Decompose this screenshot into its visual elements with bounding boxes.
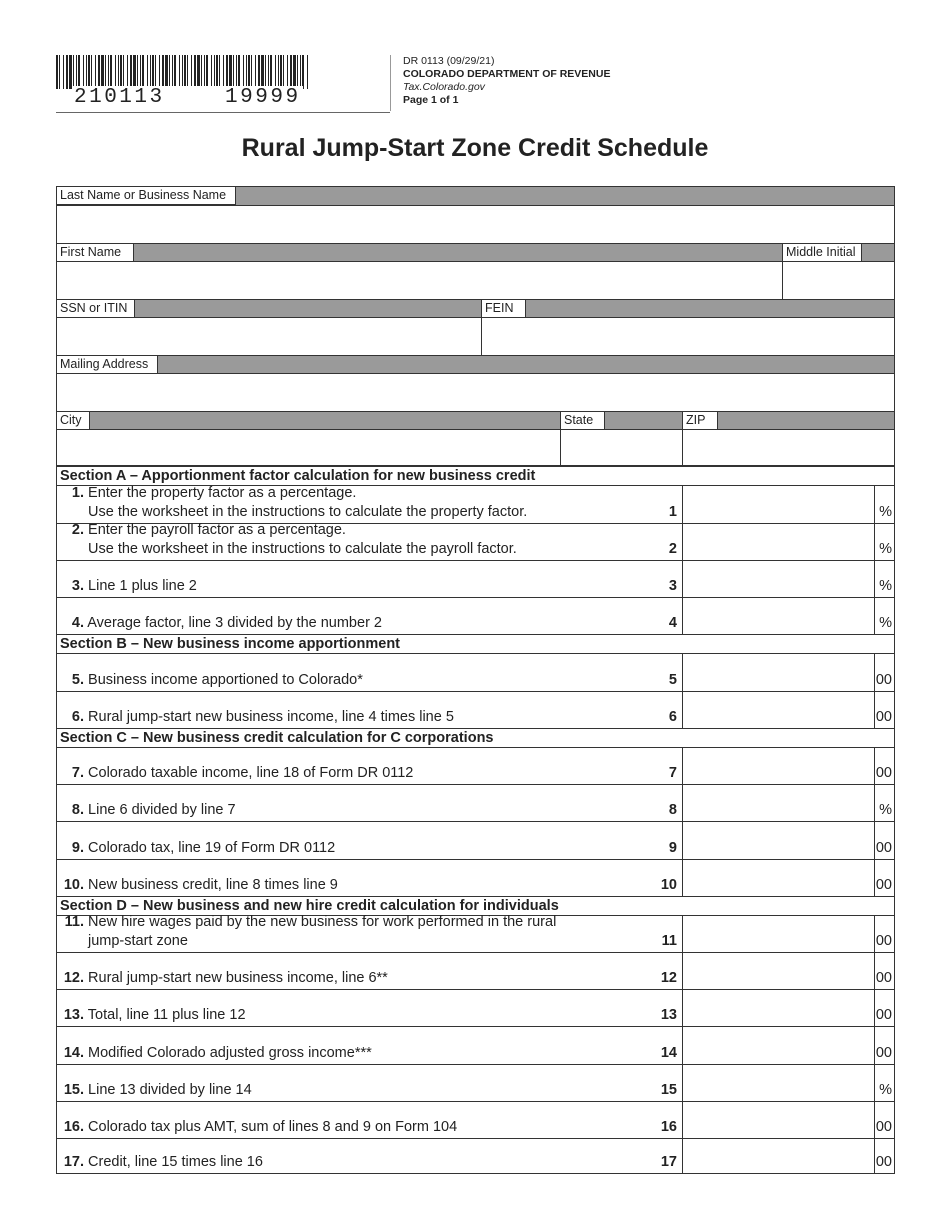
line-13-label: 13: [660, 1007, 677, 1023]
line-14-row: [57, 1027, 894, 1065]
line-8-amount-field[interactable]: [682, 785, 875, 821]
barcode-bar: [270, 55, 272, 89]
line-12-number: 12.: [63, 970, 84, 986]
line-15-row: [57, 1065, 894, 1102]
line-5-text: Business income apportioned to Colorado*: [88, 672, 363, 688]
line-11-description: [60, 913, 556, 951]
line-9-unit: 00: [875, 840, 892, 856]
line-10-number: 10.: [63, 877, 84, 893]
barcode-bar: [278, 55, 279, 89]
line-10-unit: 00: [875, 877, 892, 893]
line-8-text: Line 6 divided by line 7: [88, 802, 236, 818]
line-15-amount-field[interactable]: [682, 1065, 875, 1101]
ssn-label: SSN or ITIN: [56, 299, 135, 318]
label-band: [57, 243, 894, 262]
barcode-bar: [287, 55, 288, 89]
line-17-description: [60, 1153, 263, 1172]
fein-label: FEIN: [481, 299, 526, 318]
form-id: DR 0113 (09/29/21): [403, 55, 495, 67]
barcode-bar: [133, 55, 136, 89]
barcode-bar: [76, 55, 77, 89]
line-1-unit: %: [879, 504, 892, 520]
barcode-bar: [216, 55, 218, 89]
line-15-text: Line 13 divided by line 14: [88, 1082, 252, 1098]
barcode-bar: [226, 55, 228, 89]
schedule-table: [56, 466, 895, 1174]
barcode-bar: [197, 55, 200, 89]
line-1-row: [57, 486, 894, 524]
section-d-heading: Section D – New business and new hire credit calculation for individuals: [57, 897, 894, 916]
taxpayer-info-block: [56, 186, 895, 466]
line-1-text-2: Use the worksheet in the instructions to calculate the property factor.: [88, 504, 528, 520]
barcode-bar: [243, 55, 244, 89]
barcode-bar: [297, 55, 298, 89]
barcode-bar: [88, 55, 90, 89]
line-1-description: [60, 484, 527, 522]
line-6-number: 6.: [71, 709, 84, 725]
barcode-bar: [248, 55, 250, 89]
ssn-field[interactable]: [57, 318, 481, 355]
label-band: [57, 355, 894, 374]
label-band: [57, 299, 894, 318]
barcode-bar: [280, 55, 282, 89]
page-title: Rural Jump-Start Zone Credit Schedule: [241, 134, 709, 162]
line-1-label: 1: [668, 504, 677, 520]
city-field[interactable]: [57, 430, 560, 465]
line-14-unit: 00: [875, 1045, 892, 1061]
line-15-label: 15: [660, 1082, 677, 1098]
barcode-bar: [162, 55, 164, 89]
barcode-bar: [229, 55, 232, 89]
section-b-heading: Section B – New business income apportionment: [57, 635, 894, 654]
barcode-bar: [108, 55, 109, 89]
line-10-description: [60, 876, 338, 895]
line-5-unit: 00: [875, 672, 892, 688]
line-9-row: [57, 822, 894, 860]
line-9-text: Colorado tax, line 19 of Form DR 0112: [88, 840, 336, 856]
barcode-bar: [56, 55, 58, 89]
barcode-bar: [172, 55, 173, 89]
line-11-text-2: jump-start zone: [88, 933, 188, 949]
line-12-label: 12: [660, 970, 677, 986]
line-5-amount-field[interactable]: [682, 654, 875, 691]
form-header: [403, 55, 610, 107]
line-2-text: Enter the payroll factor as a percentage.: [88, 522, 346, 538]
line-5-description: [60, 671, 363, 690]
barcode-bars: [56, 55, 310, 89]
line-13-unit: 00: [875, 1007, 892, 1023]
barcode-bar: [83, 55, 84, 89]
line-7-number: 7.: [71, 765, 84, 781]
page-indicator: Page 1 of 1: [403, 94, 459, 106]
website: Tax.Colorado.gov: [403, 81, 485, 93]
line-14-description: [60, 1044, 372, 1063]
line-4-amount-field[interactable]: [682, 598, 875, 634]
barcode-bar: [130, 55, 132, 89]
section-a-heading: Section A – Apportionment factor calculation for new business credit: [57, 467, 894, 486]
line-16-unit: 00: [875, 1119, 892, 1135]
barcode-bar: [101, 55, 104, 89]
line-10-row: [57, 860, 894, 897]
line-3-text: Line 1 plus line 2: [88, 578, 197, 594]
line-11-unit: 00: [875, 933, 892, 949]
line-7-unit: 00: [875, 765, 892, 781]
line-14-amount-field[interactable]: [682, 1027, 875, 1064]
line-10-amount-field[interactable]: [682, 860, 875, 896]
barcode-bar: [118, 55, 119, 89]
line-6-label: 6: [668, 709, 677, 725]
line-4-description: [60, 614, 382, 633]
mailing-address-label: Mailing Address: [56, 355, 158, 374]
state-label: State: [560, 411, 605, 430]
barcode-bar: [219, 55, 220, 89]
barcode-bar: [187, 55, 188, 89]
barcode-bar: [59, 55, 60, 89]
line-7-text: Colorado taxable income, line 18 of Form DR 0112: [88, 765, 414, 781]
line-1-text: Enter the property factor as a percentage.: [88, 485, 357, 501]
barcode-bar: [214, 55, 215, 89]
line-8-row: [57, 785, 894, 822]
line-7-label: 7: [668, 765, 677, 781]
barcode-bar: [201, 55, 202, 89]
line-7-row: [57, 748, 894, 785]
line-15-unit: %: [879, 1082, 892, 1098]
line-3-description: [60, 577, 197, 596]
line-3-amount-field[interactable]: [682, 561, 875, 597]
line-8-label: 8: [668, 802, 677, 818]
barcode-bar: [123, 55, 124, 89]
barcode-bar: [258, 55, 260, 89]
barcode-bar: [206, 55, 208, 89]
line-4-number: 4.: [71, 615, 84, 631]
line-12-description: [60, 969, 388, 988]
barcode-bar: [86, 55, 87, 89]
line-17-amount-field[interactable]: [682, 1139, 875, 1173]
line-2-row: [57, 524, 894, 561]
line-9-label: 9: [668, 840, 677, 856]
line-11-text: New hire wages paid by the new business for work performed in the rural: [88, 914, 557, 930]
barcode-bar: [165, 55, 168, 89]
line-5-number: 5.: [71, 672, 84, 688]
line-5-label: 5: [668, 672, 677, 688]
barcode-bar: [115, 55, 116, 89]
barcode-bar: [98, 55, 100, 89]
line-4-row: [57, 598, 894, 635]
line-13-text: Total, line 11 plus line 12: [87, 1007, 246, 1023]
zip-label: ZIP: [682, 411, 718, 430]
line-9-amount-field[interactable]: [682, 822, 875, 859]
line-3-label: 3: [668, 578, 677, 594]
barcode-bar: [255, 55, 256, 89]
barcode-number: [72, 86, 303, 109]
state-field[interactable]: [561, 430, 682, 465]
barcode-bar: [169, 55, 170, 89]
line-15-number: 15.: [63, 1082, 84, 1098]
fein-field[interactable]: [482, 318, 894, 355]
barcode-bar: [105, 55, 106, 89]
barcode-bar: [137, 55, 138, 89]
barcode-bar: [307, 55, 308, 89]
department-name: COLORADO DEPARTMENT OF REVENUE: [403, 68, 611, 80]
mailing-address-field[interactable]: [57, 374, 894, 411]
line-8-unit: %: [879, 802, 892, 818]
line-2-amount-field[interactable]: [682, 524, 875, 560]
barcode-bar: [275, 55, 276, 89]
line-14-label: 14: [660, 1045, 677, 1061]
section-c-heading: Section C – New business credit calculation for C corporations: [57, 729, 894, 748]
barcode-bar: [155, 55, 156, 89]
line-1-amount-field[interactable]: [682, 486, 875, 523]
barcode-number-right: 19999: [225, 86, 301, 109]
middle-initial-label: Middle Initial: [782, 243, 862, 262]
line-13-number: 13.: [63, 1007, 84, 1023]
barcode-bar: [95, 55, 96, 89]
line-6-unit: 00: [875, 709, 892, 725]
line-16-description: [60, 1118, 457, 1137]
barcode-bar: [204, 55, 205, 89]
line-17-unit: 00: [875, 1154, 892, 1170]
barcode-bar: [211, 55, 212, 89]
barcode-bar: [142, 55, 144, 89]
line-8-number: 8.: [71, 802, 84, 818]
barcode-bar: [179, 55, 180, 89]
barcode-bar: [233, 55, 234, 89]
line-16-label: 16: [660, 1119, 677, 1135]
label-band: [57, 411, 894, 430]
line-7-amount-field[interactable]: [682, 748, 875, 784]
barcode-bar: [261, 55, 264, 89]
first-name-field[interactable]: [57, 262, 782, 299]
barcode-bar: [290, 55, 292, 89]
line-6-text: Rural jump-start new business income, line 4 times line 5: [88, 709, 454, 725]
line-15-description: [60, 1081, 252, 1100]
barcode-bar: [150, 55, 151, 89]
line-7-description: [60, 764, 413, 783]
line-17-text: Credit, line 15 times line 16: [88, 1154, 263, 1170]
line-2-text-2: Use the worksheet in the instructions to calculate the payroll factor.: [88, 541, 517, 557]
line-17-row: [57, 1139, 894, 1173]
barcode-bar: [174, 55, 176, 89]
middle-initial-field[interactable]: [783, 262, 894, 299]
barcode-bar: [283, 55, 284, 89]
line-14-text: Modified Colorado adjusted gross income***: [88, 1045, 372, 1061]
line-2-number: 2.: [71, 522, 84, 538]
line-11-amount-field[interactable]: [682, 916, 875, 952]
barcode-bar: [91, 55, 92, 89]
line-11-label: 11: [661, 933, 677, 949]
barcode-number-left: 210113: [74, 86, 165, 109]
barcode-bar: [66, 55, 68, 89]
line-2-description: [60, 521, 517, 559]
city-label: City: [56, 411, 90, 430]
line-17-number: 17.: [63, 1154, 84, 1170]
barcode-bar: [140, 55, 141, 89]
line-4-label: 4: [668, 615, 677, 631]
line-17-label: 17: [660, 1154, 677, 1170]
barcode-bar: [147, 55, 148, 89]
barcode-bar: [110, 55, 112, 89]
barcode-bar: [238, 55, 240, 89]
barcode-bar: [191, 55, 192, 89]
barcode-bar: [268, 55, 269, 89]
barcode-bar: [120, 55, 122, 89]
barcode-bar: [251, 55, 252, 89]
line-4-unit: %: [879, 615, 892, 631]
line-4-text: Average factor, line 3 divided by the number 2: [87, 615, 382, 631]
barcode-bar: [152, 55, 154, 89]
first-name-label: First Name: [56, 243, 134, 262]
last-name-field[interactable]: [57, 206, 894, 243]
barcode-bar: [78, 55, 80, 89]
line-5-row: [57, 654, 894, 692]
line-12-amount-field[interactable]: [682, 953, 875, 989]
barcode-bar: [223, 55, 224, 89]
last-name-label: Last Name or Business Name: [56, 186, 236, 205]
line-3-row: [57, 561, 894, 598]
line-2-unit: %: [879, 541, 892, 557]
barcode-bar: [159, 55, 160, 89]
line-12-text: Rural jump-start new business income, line 6**: [88, 970, 388, 986]
line-8-description: [60, 801, 236, 820]
barcode-bar: [246, 55, 247, 89]
barcode-bar: [302, 55, 304, 89]
barcode-bar: [265, 55, 266, 89]
line-11-row: [57, 916, 894, 953]
barcode-underline: [56, 112, 390, 113]
line-12-unit: 00: [875, 970, 892, 986]
line-13-description: [60, 1006, 246, 1025]
barcode-bar: [127, 55, 128, 89]
line-16-number: 16.: [63, 1119, 84, 1135]
line-1-number: 1.: [71, 485, 84, 501]
line-16-amount-field[interactable]: [682, 1102, 875, 1138]
line-3-unit: %: [879, 578, 892, 594]
line-6-amount-field[interactable]: [682, 692, 875, 728]
line-13-row: [57, 990, 894, 1027]
barcode-bar: [73, 55, 74, 89]
line-16-row: [57, 1102, 894, 1139]
barcode-bar: [184, 55, 186, 89]
line-3-number: 3.: [71, 578, 84, 594]
barcode-bar: [236, 55, 237, 89]
barcode-bar: [300, 55, 301, 89]
line-14-number: 14.: [63, 1045, 84, 1061]
barcode-bar: [293, 55, 296, 89]
barcode-bar: [69, 55, 72, 89]
line-13-amount-field[interactable]: [682, 990, 875, 1026]
line-10-label: 10: [660, 877, 677, 893]
line-9-description: [60, 839, 335, 858]
line-9-number: 9.: [71, 840, 84, 856]
line-11-number: 11.: [64, 914, 84, 930]
line-16-text: Colorado tax plus AMT, sum of lines 8 and 9 on Form 104: [88, 1119, 458, 1135]
barcode-bar: [194, 55, 196, 89]
barcode-bar: [182, 55, 183, 89]
line-2-label: 2: [668, 541, 677, 557]
line-6-description: [60, 708, 454, 727]
line-10-text: New business credit, line 8 times line 9: [88, 877, 338, 893]
header-divider: [390, 55, 391, 111]
zip-field[interactable]: [683, 430, 894, 465]
line-6-row: [57, 692, 894, 729]
barcode-bar: [63, 55, 64, 89]
line-12-row: [57, 953, 894, 990]
